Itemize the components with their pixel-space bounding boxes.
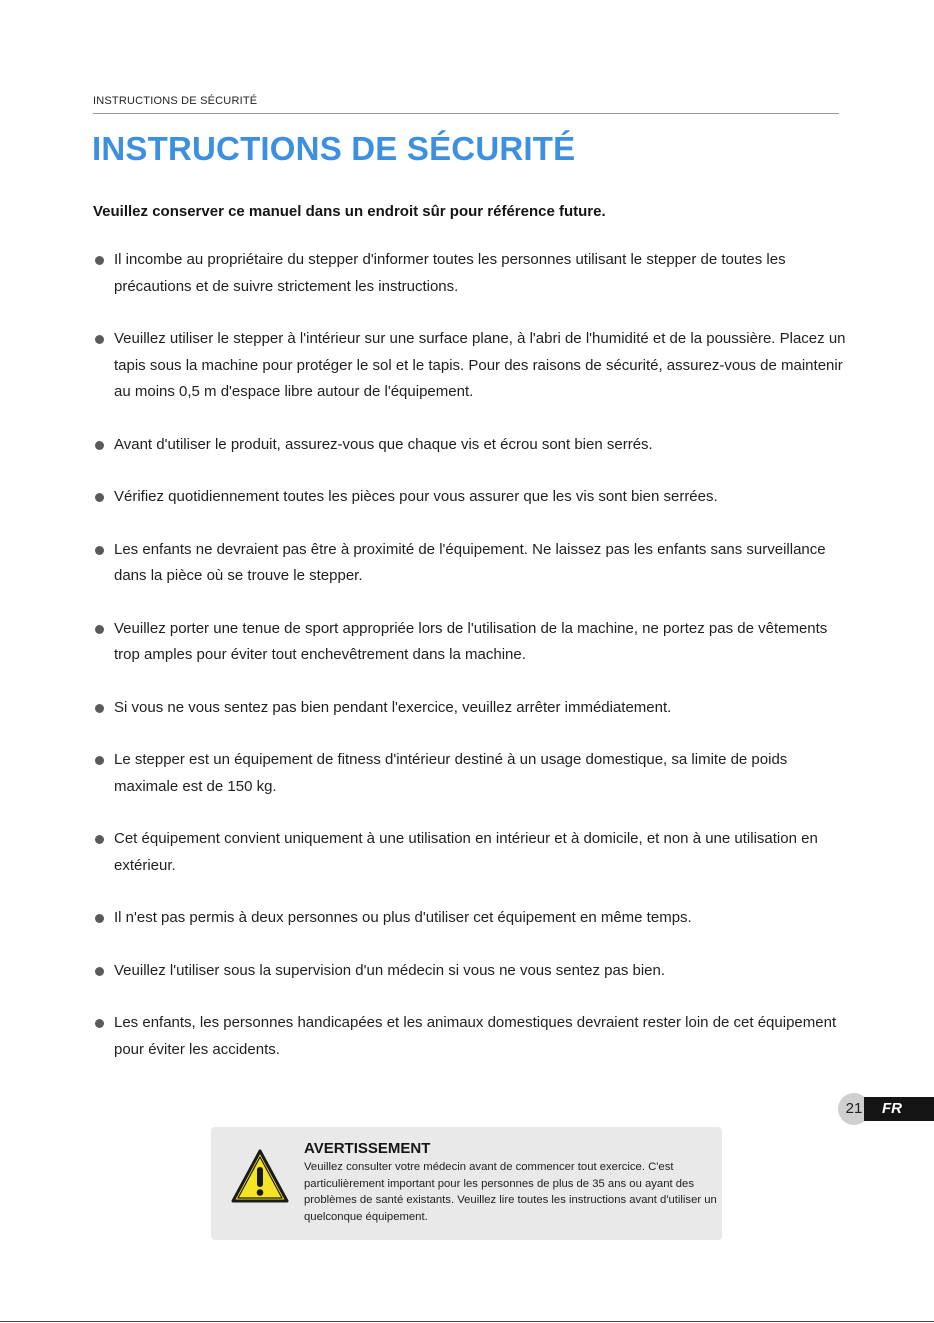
bullet-icon bbox=[95, 625, 104, 634]
bullet-icon bbox=[95, 1019, 104, 1028]
list-item bbox=[93, 958, 853, 985]
bullet-icon bbox=[95, 914, 104, 923]
list-item bbox=[93, 826, 853, 879]
rule-text: Le stepper est un équipement de fitness d'intérieur destiné à un usage domestique, sa limite de poids maximale est de 150 kg. bbox=[114, 751, 788, 795]
rule-text: Cet équipement convient uniquement à une utilisation en intérieur et à domicile, et non à une utilisation en extérieur. bbox=[114, 830, 818, 874]
rule-text: Veuillez utiliser le stepper à l'intérieur sur une surface plane, à l'abri de l'humidité et de la poussière. Placez un tapis sous la machine pour protéger le sol et le tapis. Pour des raisons de sécurité, assurez-vous de maintenir au moins 0,5 m d'espace libre autour de l'équipement. bbox=[114, 330, 846, 400]
rule-text: Il n'est pas permis à deux personnes ou plus d'utiliser cet équipement en même temps. bbox=[114, 909, 692, 926]
bullet-icon bbox=[95, 967, 104, 976]
bullet-icon bbox=[95, 546, 104, 555]
safety-rules-list bbox=[93, 247, 853, 1089]
rule-text: Vérifiez quotidiennement toutes les pièces pour vous assurer que les vis sont bien serrées. bbox=[114, 488, 718, 505]
language-tab: FR bbox=[864, 1097, 934, 1121]
footer-divider bbox=[0, 1321, 934, 1322]
list-item bbox=[93, 247, 853, 300]
rule-text: Veuillez porter une tenue de sport appropriée lors de l'utilisation de la machine, ne portez pas de vêtements trop amples pour éviter tout enchevêtrement dans la machine. bbox=[114, 619, 828, 663]
list-item bbox=[93, 695, 853, 722]
list-item bbox=[93, 484, 853, 511]
list-item bbox=[93, 537, 853, 590]
bullet-icon bbox=[95, 441, 104, 450]
header-divider bbox=[93, 113, 839, 114]
warning-title: AVERTISSEMENT bbox=[304, 1140, 431, 1157]
bullet-icon bbox=[95, 335, 104, 344]
rule-text: Si vous ne vous sentez pas bien pendant l'exercice, veuillez arrêter immédiatement. bbox=[114, 698, 672, 716]
running-header: INSTRUCTIONS DE SÉCURITÉ bbox=[93, 95, 258, 107]
bullet-icon bbox=[95, 756, 104, 765]
bullet-icon bbox=[95, 835, 104, 844]
warning-triangle-icon bbox=[229, 1147, 291, 1207]
rule-text: Les enfants, les personnes handicapées et les animaux domestiques devraient rester loin de cet équipement pour éviter les accidents. bbox=[114, 1014, 837, 1058]
bullet-icon bbox=[95, 493, 104, 502]
page-number: 21 bbox=[838, 1093, 870, 1125]
rule-text: Veuillez l'utiliser sous la supervision d'un médecin si vous ne vous sentez pas bien. bbox=[114, 961, 666, 979]
bullet-icon bbox=[95, 256, 104, 265]
list-item bbox=[93, 747, 853, 800]
rule-text: Les enfants ne devraient pas être à proximité de l'équipement. Ne laissez pas les enfants sans surveillance dans la pièce où se trouve le stepper. bbox=[114, 540, 826, 584]
rule-text: Il incombe au propriétaire du stepper d'informer toutes les personnes utilisant le stepper de toutes les précautions et de suivre strictement les instructions. bbox=[114, 251, 786, 295]
list-item bbox=[93, 432, 853, 459]
list-item bbox=[93, 1010, 853, 1063]
bullet-icon bbox=[95, 704, 104, 713]
warning-box bbox=[211, 1127, 722, 1240]
warning-text: Veuillez consulter votre médecin avant de commencer tout exercice. C'est particulièrement important pour les personnes de plus de 35 ans ou ayant des problèmes de santé existants. Veuillez lire toutes les instructions avant d'utiliser un quelconque équipement. bbox=[304, 1161, 717, 1223]
list-item bbox=[93, 326, 853, 406]
list-item bbox=[93, 905, 853, 932]
list-item bbox=[93, 616, 853, 669]
rule-text: Avant d'utiliser le produit, assurez-vous que chaque vis et écrou sont bien serrés. bbox=[114, 435, 653, 453]
intro-text: Veuillez conserver ce manuel dans un endroit sûr pour référence future. bbox=[93, 203, 606, 220]
page-title: INSTRUCTIONS DE SÉCURITÉ bbox=[92, 130, 576, 167]
